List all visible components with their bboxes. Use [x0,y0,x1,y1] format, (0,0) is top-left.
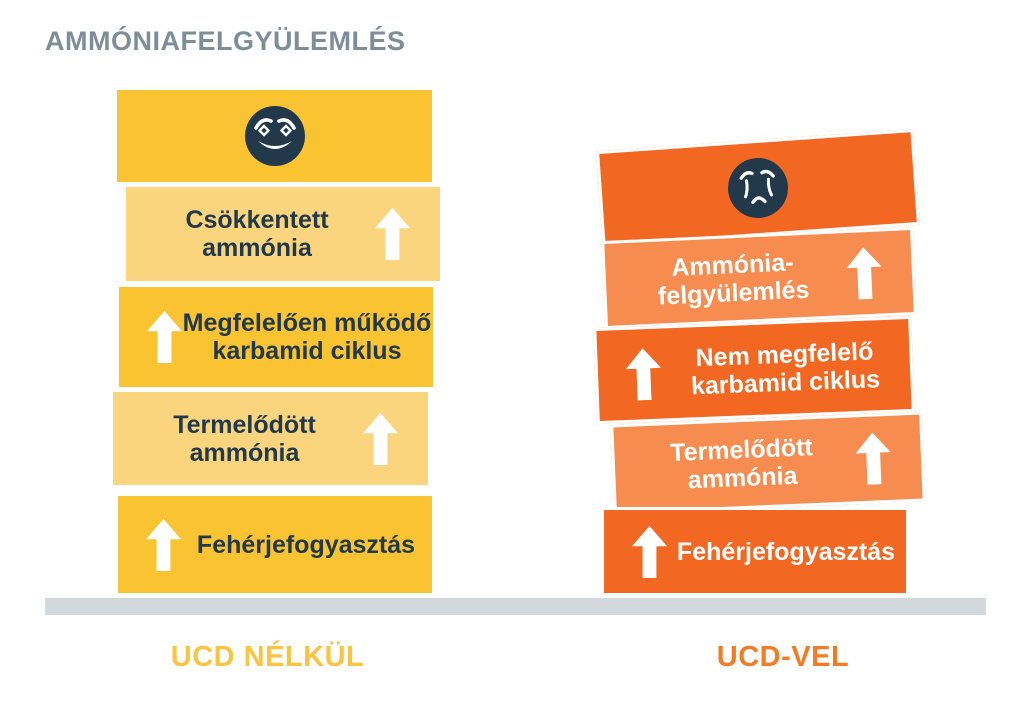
block-happy-face [117,90,432,182]
block-protein-consumption [601,507,909,596]
block-label-line2: ammónia [202,234,312,262]
up-arrow-icon [855,432,892,485]
block-produced-ammonia [610,412,925,515]
block-label-line1: Fehérjefogyasztás [196,530,416,559]
up-arrow-icon [625,348,662,401]
block-produced-ammonia [113,392,428,485]
label-without-ucd: UCD NÉLKÜL [170,641,365,673]
block-label-line1: Megfelelően működő [182,309,432,337]
up-arrow-icon [146,519,181,571]
block-label-line2: felgyülemlés [657,275,810,311]
block-improper-urea-cycle [593,316,914,424]
block-label-line1: Termelődött [173,410,316,439]
label-with-ucd: UCD-VEL [716,641,850,673]
block-label-line1: Ammónia- [670,248,795,282]
block-label-line2: ammónia [687,461,799,495]
block-reduced-ammonia [126,187,440,281]
block-ammonia-accumulation [601,227,917,329]
up-arrow-icon [846,246,883,300]
up-arrow-icon [632,526,667,578]
block-label-line2: karbamid ciklus [690,365,881,401]
crying-face-icon [724,154,792,222]
baseline-bar [45,598,986,615]
happy-face-icon [243,104,307,168]
block-label-line2: karbamid ciklus [212,337,402,365]
up-arrow-icon [147,311,182,363]
block-label-line1: Termelődött [669,433,814,468]
block-protein-consumption [118,496,432,593]
block-label-line2: ammónia [189,438,300,467]
up-arrow-icon [375,208,410,260]
block-label-line1: Nem megfelelő [695,337,874,373]
page-title: AMMÓNIAFELGYÜLEMLÉS [45,26,406,56]
block-working-urea-cycle [119,287,433,387]
block-label-line1: Csökkentett [185,206,329,234]
up-arrow-icon [363,413,398,465]
block-label-line1: Fehérjefogyasztás [676,537,896,566]
